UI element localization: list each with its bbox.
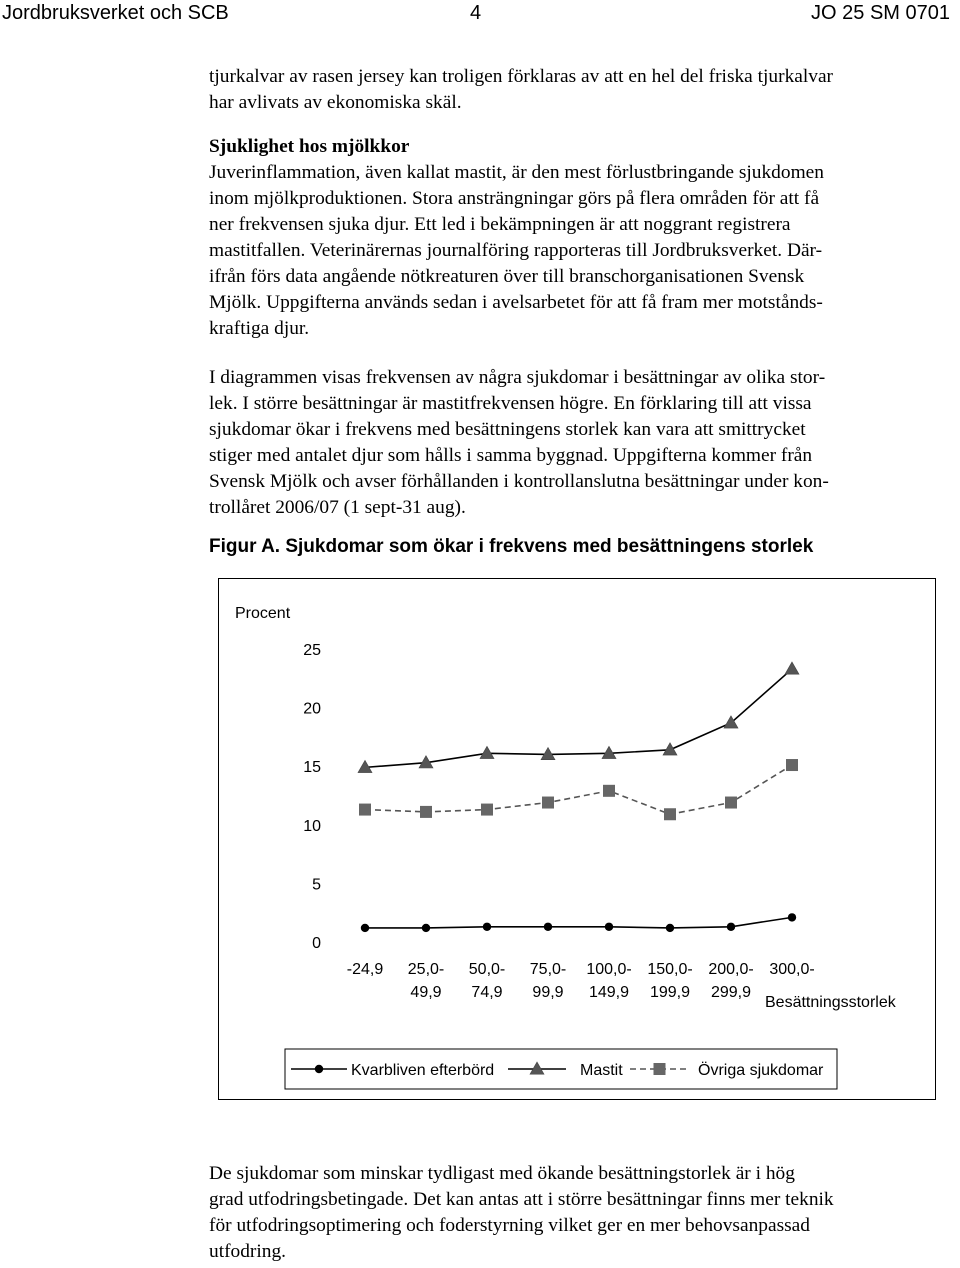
legend-label-2: Mastit	[580, 1062, 623, 1079]
y-tick-label: 10	[303, 817, 321, 835]
figure-title: Figur A. Sjukdomar som ökar i frekvens med besättningens storlek	[209, 536, 814, 557]
data-point-3	[359, 804, 371, 816]
data-point-1	[788, 913, 796, 921]
data-point-1	[605, 923, 613, 931]
text-line: Mjölk. Uppgifterna används sedan i avelsarbetet för att få fram mer motstånds-	[209, 292, 823, 313]
data-point-1	[483, 923, 491, 931]
x-tick-label: 199,9	[649, 984, 691, 1001]
data-point-3	[481, 804, 493, 816]
line-chart	[219, 579, 935, 1099]
text-line: för utfodringsoptimering och foderstyrning vilket ger en mer behovsanpassad	[209, 1215, 810, 1236]
x-tick-label: 299,9	[710, 984, 752, 1001]
data-point-2	[480, 746, 494, 758]
data-point-3	[786, 759, 798, 771]
text-line: grad utfodringsbetingade. Det kan antas att i större besättningar finns mer teknik	[209, 1189, 834, 1210]
x-tick-label: 49,9	[410, 984, 442, 1001]
text-line: De sjukdomar som minskar tydligast med ökande besättningstorlek är i hög	[209, 1163, 795, 1184]
text-line: inom mjölkproduktionen. Stora ansträngningar görs på flera områden för att få	[209, 188, 820, 209]
text-line: Juverinflammation, även kallat mastit, är den mest förlustbringande sjukdomen	[209, 162, 824, 183]
x-tick-label: 149,9	[588, 984, 630, 1001]
series-line-2	[365, 669, 792, 767]
text-line: Svensk Mjölk och avser förhållanden i kontrollanslutna besättningar under kon-	[209, 471, 829, 492]
text-line: kraftiga djur.	[209, 318, 310, 339]
data-point-3	[542, 797, 554, 809]
y-axis-label: Procent	[235, 605, 291, 622]
data-point-3	[664, 808, 676, 820]
section-mastit	[209, 134, 945, 342]
data-point-1	[422, 924, 430, 932]
x-tick-label: 300,0-	[769, 961, 815, 978]
text-line: tjurkalvar av rasen jersey kan troligen förklaras av att en hel del friska tjurkalvar	[209, 66, 834, 87]
x-tick-label: 99,9	[532, 984, 564, 1001]
text-line: trollåret 2006/07 (1 sept-31 aug).	[209, 497, 466, 518]
data-point-1	[666, 924, 674, 932]
data-point-3	[603, 785, 615, 797]
section-heading: Sjuklighet hos mjölkkor	[209, 136, 410, 157]
text-line: stiger med antalet djur som hålls i samma byggnad. Uppgifterna kommer från	[209, 445, 813, 466]
legend-label-1: Kvarbliven efterbörd	[351, 1062, 495, 1079]
y-tick-label: 25	[303, 642, 321, 659]
text-line: har avlivats av ekonomiska skäl.	[209, 92, 462, 113]
y-tick-label: 20	[303, 700, 321, 718]
text-line: lek. I större besättningar är mastitfrekvensen högre. En förklaring till att vissa	[209, 393, 812, 414]
x-tick-label: 50,0-	[468, 961, 506, 978]
x-tick-label: 100,0-	[586, 961, 632, 978]
chart-frame	[218, 578, 936, 1100]
data-point-2	[785, 662, 799, 674]
text-line: utfodring.	[209, 1241, 287, 1262]
y-tick-label: 5	[312, 876, 321, 894]
text-line: ner frekvensen sjuka djur. Ett led i bekämpningen är att noggrant registrera	[209, 214, 791, 235]
x-tick-label: 150,0-	[647, 961, 693, 978]
x-tick-label: -24,9	[346, 961, 384, 978]
y-tick-label: 0	[312, 935, 321, 952]
data-point-2	[663, 743, 677, 755]
x-tick-label: 25,0-	[407, 961, 445, 978]
text-line: I diagrammen visas frekvensen av några sjukdomar i besättningar av olika stor-	[209, 367, 826, 388]
diagram-paragraph	[209, 365, 945, 521]
header-page-number: 4	[470, 2, 482, 24]
x-tick-label: 75,0-	[529, 961, 567, 978]
data-point-3	[420, 806, 432, 818]
data-point-1	[544, 923, 552, 931]
data-point-1	[727, 923, 735, 931]
legend-marker-3	[654, 1063, 666, 1075]
x-tick-label: 74,9	[471, 984, 503, 1001]
intro-paragraph	[209, 64, 945, 116]
x-axis-label: Besättningsstorlek	[765, 994, 896, 1011]
header-report-code: JO 25 SM 0701	[811, 2, 950, 24]
x-tick-label: 200,0-	[708, 961, 754, 978]
text-line: mastitfallen. Veterinärernas journalföring rapporteras till Jordbruksverket. Där-	[209, 240, 823, 261]
header-left-publisher: Jordbruksverket och SCB	[2, 2, 229, 24]
data-point-3	[725, 797, 737, 809]
text-line: sjukdomar ökar i frekvens med besättningens storlek kan vara att smittrycket	[209, 419, 806, 440]
text-line: ifrån förs data angående nötkreaturen över till branschorganisationen Svensk	[209, 266, 805, 287]
y-tick-label: 15	[303, 759, 321, 777]
legend-label-3: Övriga sjukdomar	[698, 1062, 824, 1079]
closing-paragraph	[209, 1161, 945, 1265]
legend-marker-1	[315, 1065, 323, 1073]
data-point-1	[361, 924, 369, 932]
